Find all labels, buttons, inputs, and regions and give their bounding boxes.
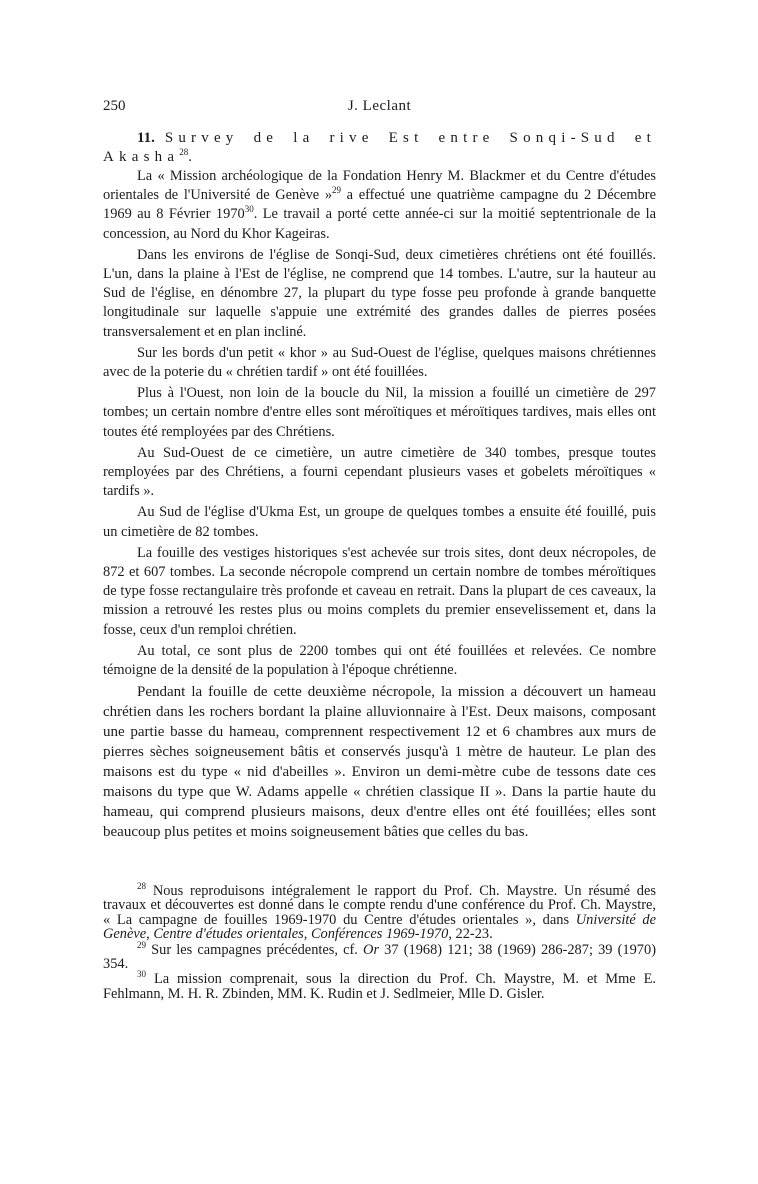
footnote-29-text-a: Sur les campagnes précédentes, cf. — [151, 941, 364, 958]
paragraph-2: Dans les environs de l'église de Sonqi-Sud, deux cimetières chrétiens ont été fouillés. L'un, dans la plaine à l'Est de l'église, ne comprend que 14 tombes. L'autre, sur la hauteur au Sud de l'église, en dénombre 27, la plupart du type fosse peu profonde à grande banquette longitudinale sur laquelle s'appuie une extrémité des grandes dalles de pierres posées transversalement et en plan incliné. — [103, 246, 656, 340]
footnote-30 — [103, 969, 656, 1002]
page-number: 250 — [103, 98, 126, 114]
section-heading-period: . — [188, 149, 192, 165]
page-body — [103, 98, 656, 844]
body-text — [103, 167, 656, 842]
paragraph-1-text-c: . Le travail a porté cette année-ci sur la moitié septentrionale de la concession, au Nord du Khor Kageiras. — [103, 206, 656, 242]
paragraph-4: Plus à l'Ouest, non loin de la boucle du Nil, la mission a fouillé un cimetière de 297 tombes; un certain nombre d'entre elles sont méroïtiques et méroïtiques tardives, mais elles ont toutes été remployées par des Chrétiens. — [103, 385, 656, 440]
paragraph-1-text-b: a effectué une quatrième campagne du 2 Décembre 1969 au 8 Février 1970 — [103, 187, 656, 223]
paragraph-1 — [103, 167, 656, 244]
footnote-number: 29 — [137, 939, 146, 950]
footnote-29-text-b: 37 (1968) 121; 38 (1969) 286-287; 39 (1970) 354. — [103, 941, 656, 973]
section-title: Survey de la rive Est entre Sonqi-Sud et Akasha — [103, 130, 656, 165]
running-head — [103, 98, 656, 122]
paragraph-5: Au Sud-Ouest de ce cimetière, un autre cimetière de 340 tombes, presque toutes remployées par des Chrétiens, a fourni cependant plusieurs vases et gobelets méroïtiques « tardifs ». — [103, 444, 656, 500]
footnote-28 — [103, 881, 657, 943]
footnote-number: 28 — [137, 881, 146, 892]
paragraph-1-text-a: La « Mission archéologique de la Fondation Henry M. Blackmer et du Centre d'études orientales de l'Université de Genève » — [103, 168, 656, 204]
section-heading — [103, 129, 656, 167]
paragraph-3: Sur les bords d'un petit « khor » au Sud-Ouest de l'église, quelques maisons chrétiennes avec de la poterie du « chrétien tardif » ont été fouillées. — [103, 344, 656, 381]
footnote-30-text: La mission comprenait, sous la direction du Prof. Ch. Maystre, M. et Mme E. Fehlmann, M. H. R. Zbinden, MM. K. Rudin et J. Sedlmeier, Mlle D. Gisler. — [103, 971, 656, 1002]
footnotes — [103, 881, 657, 1002]
section-number: 11. — [137, 130, 155, 146]
footnote-ref-28: 28 — [179, 147, 189, 157]
paragraph-6: Au Sud de l'église d'Ukma Est, un groupe de quelques tombes a ensuite été fouillé, puis un cimetière de 82 tombes. — [103, 504, 656, 540]
footnote-29-journal: Or — [363, 941, 380, 958]
paragraph-9: Pendant la fouille de cette deuxième nécropole, la mission a découvert un hameau chrétien dans les rochers bordant la plaine alluvionnaire à l'Est. Deux maisons, composant une partie basse du hameau, comprennent respectivement 12 et 6 chambres aux murs de pierres sèches soigneusement bâtis et conservés jusqu'à 1 mètre de hauteur. Le plan des maisons est du type « nid d'abeilles ». Environ un demi-mètre cube de tessons date ces maisons du type que W. Adams appelle « chrétien classique II ». Dans la partie haute du hameau, qui comprend plusieurs maisons, deux d'entre elles ont été fouillées; elles sont beaucoup plus petites et moins soigneusement bâties que celles du bas. — [103, 684, 656, 841]
footnote-28-text-a: Nous reproduisons intégralement le rapport du Prof. Ch. Maystre. Un résumé des travaux et découvertes est donné dans le compte rendu d'une conférence du Prof. Ch. Maystre, « La campagne de fouilles 1969-1970 du Centre d'études orientales », dans — [103, 883, 656, 928]
footnote-28-source-title: Université de Genève, Centre d'études orientales, Conférences 1969-1970 — [103, 911, 657, 943]
footnote-ref-30: 30 — [244, 204, 254, 215]
footnote-number: 30 — [137, 969, 146, 980]
running-title: J. Leclant — [347, 98, 412, 114]
paragraph-8: Au total, ce sont plus de 2200 tombes qui ont été fouillées et relevées. Ce nombre témoigne de la densité de la population à l'époque chrétienne. — [103, 642, 656, 679]
footnote-ref-29: 29 — [332, 185, 342, 196]
footnote-28-text-b: , 22-23. — [448, 926, 493, 943]
paragraph-7: La fouille des vestiges historiques s'est achevée sur trois sites, dont deux nécropoles, de 872 et 607 tombes. La seconde nécropole comprend un certain nombre de tombes méroïtiques de type fosse rectangulaire très profonde et caveau en retrait. Dans la plupart de ces caveaux, la mission a retrouvé les restes plus ou moins complets du premier ensevelissement et, dans la fosse, ceux d'un remploi chrétien. — [103, 544, 656, 638]
footnote-29 — [103, 939, 656, 973]
